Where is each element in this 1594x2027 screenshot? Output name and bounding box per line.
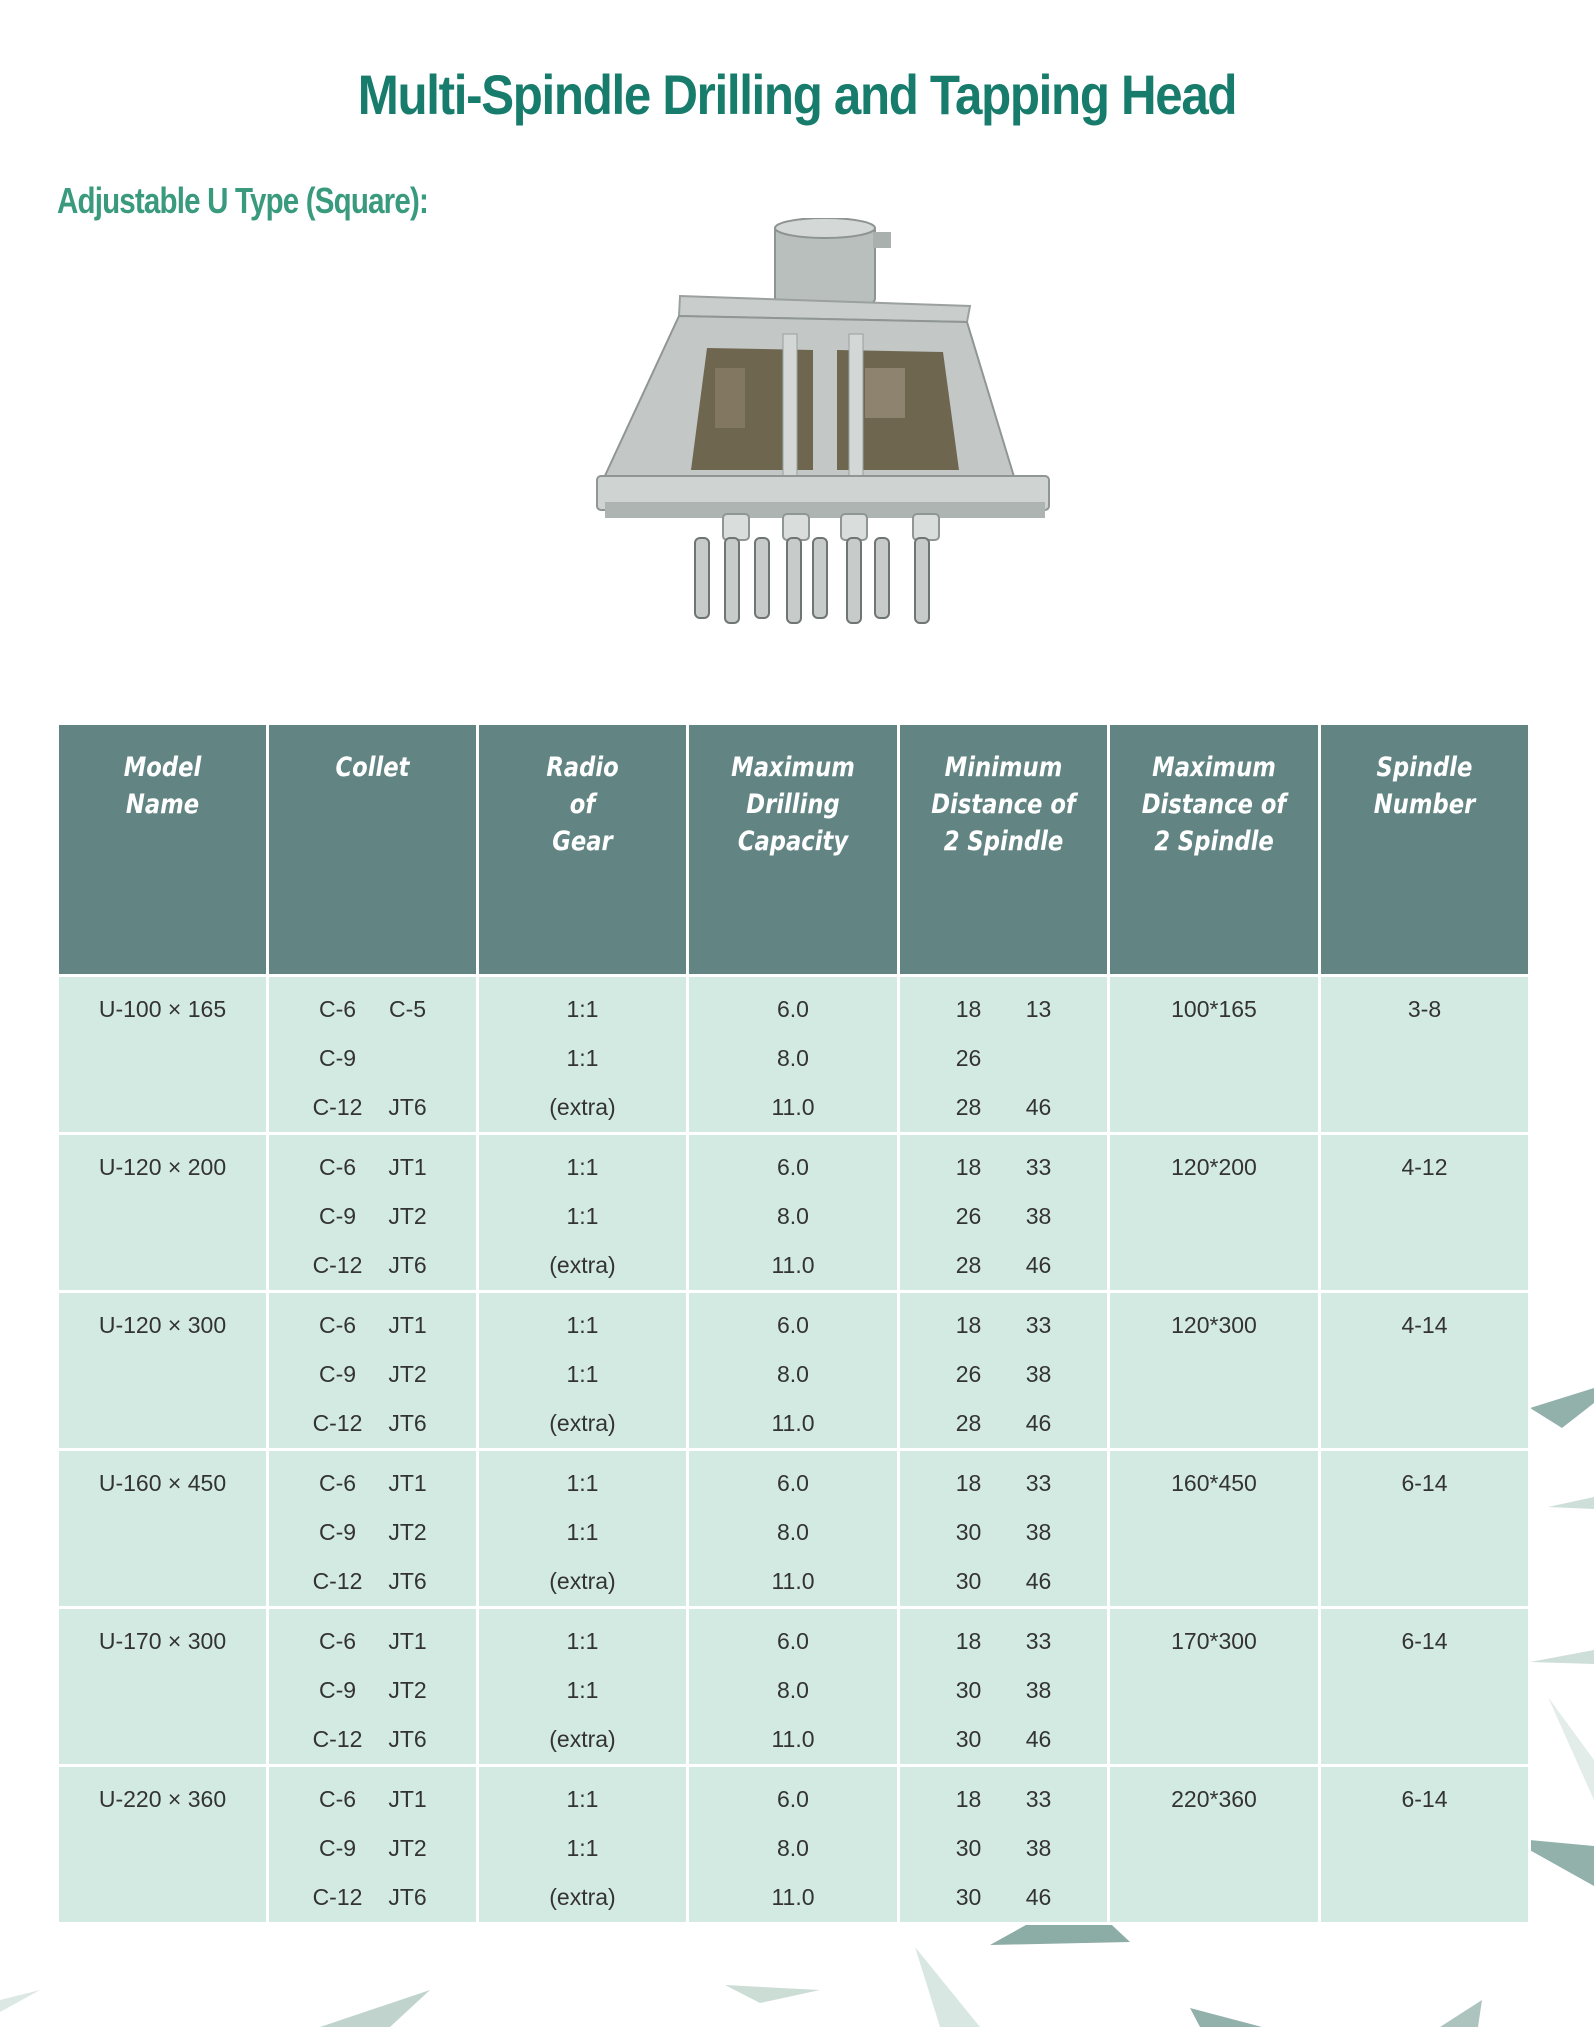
gear-value: (extra) xyxy=(549,1726,616,1752)
cell-capacity xyxy=(688,1608,899,1766)
header-line: Drilling xyxy=(746,789,840,820)
cell-min-distance xyxy=(899,1450,1109,1608)
capacity-value: 11.0 xyxy=(771,1094,815,1120)
cell-max-distance xyxy=(1109,976,1320,1134)
collet-line xyxy=(269,1715,476,1764)
capacity-value: 8.0 xyxy=(777,1519,809,1545)
cell-min-distance xyxy=(899,1292,1109,1450)
gear-value: 1:1 xyxy=(566,1628,599,1654)
min_distance-value: 38 xyxy=(1025,1835,1052,1861)
header-line: Distance of xyxy=(931,789,1076,820)
collet-value: JT6 xyxy=(388,1884,427,1910)
cell-collet xyxy=(268,1608,478,1766)
cell-capacity xyxy=(688,1766,899,1924)
header-line: of xyxy=(569,789,596,820)
header-line: 2 Spindle xyxy=(943,826,1064,857)
cell-collet xyxy=(268,976,478,1134)
cell-gear xyxy=(478,1134,688,1292)
cell-min-distance xyxy=(899,1134,1109,1292)
min_distance-line xyxy=(900,1241,1107,1290)
capacity-value: 11.0 xyxy=(771,1410,815,1436)
collet-value: C-12 xyxy=(312,1884,363,1910)
max-distance-value: 170*300 xyxy=(1171,1628,1257,1654)
max-distance-value: 120*200 xyxy=(1171,1154,1257,1180)
cell-collet xyxy=(268,1134,478,1292)
model-name: U-170 × 300 xyxy=(98,1628,227,1654)
collet-value: JT2 xyxy=(388,1677,427,1703)
header-line: Number xyxy=(1373,789,1476,820)
gear-value: 1:1 xyxy=(566,1045,599,1071)
min_distance-line xyxy=(900,1034,1107,1083)
table-row xyxy=(58,1766,1530,1924)
header-radio-of-gear xyxy=(478,724,688,976)
collet-line xyxy=(269,1143,476,1192)
table-row xyxy=(58,1134,1530,1292)
header-model-name xyxy=(58,724,268,976)
cell-model xyxy=(58,1766,268,1924)
collet-line xyxy=(269,1617,476,1666)
cell-max-distance xyxy=(1109,1608,1320,1766)
min_distance-value: 28 xyxy=(955,1410,982,1436)
min_distance-value: 30 xyxy=(955,1835,982,1861)
cell-collet xyxy=(268,1450,478,1608)
collet-line xyxy=(269,1873,476,1922)
cell-capacity xyxy=(688,1450,899,1608)
cell-spindle-number xyxy=(1320,976,1530,1134)
collet-value: C-12 xyxy=(312,1726,363,1752)
capacity-value: 8.0 xyxy=(777,1835,809,1861)
capacity-value: 6.0 xyxy=(777,1786,809,1812)
cell-model xyxy=(58,1134,268,1292)
cell-collet xyxy=(268,1292,478,1450)
cell-model xyxy=(58,976,268,1134)
capacity-value: 11.0 xyxy=(771,1252,815,1278)
min_distance-value: 30 xyxy=(955,1568,982,1594)
min_distance-value: 46 xyxy=(1025,1252,1052,1278)
min_distance-line xyxy=(900,1666,1107,1715)
cell-max-distance xyxy=(1109,1134,1320,1292)
gear-value: (extra) xyxy=(549,1568,616,1594)
gear-value: 1:1 xyxy=(566,1677,599,1703)
collet-value: JT1 xyxy=(388,1470,427,1496)
min_distance-value: 18 xyxy=(955,1628,982,1654)
capacity-value: 8.0 xyxy=(777,1203,809,1229)
collet-value: C-6 xyxy=(318,1470,357,1496)
min_distance-line xyxy=(900,1508,1107,1557)
gear-value: 1:1 xyxy=(566,1203,599,1229)
collet-value: C-12 xyxy=(312,1252,363,1278)
collet-line xyxy=(269,1508,476,1557)
collet-value: JT6 xyxy=(388,1252,427,1278)
cell-gear xyxy=(478,1292,688,1450)
min_distance-line xyxy=(900,1399,1107,1448)
gear-value: 1:1 xyxy=(566,1835,599,1861)
capacity-value: 11.0 xyxy=(771,1726,815,1752)
capacity-value: 8.0 xyxy=(777,1045,809,1071)
collet-value: C-5 xyxy=(388,996,427,1022)
collet-line xyxy=(269,1666,476,1715)
min_distance-line xyxy=(900,1301,1107,1350)
min_distance-value: 26 xyxy=(955,1361,982,1387)
spindle-number-value: 3-8 xyxy=(1407,996,1442,1022)
min_distance-value: 33 xyxy=(1025,1628,1052,1654)
header-line: Collet xyxy=(335,752,410,783)
collet-line xyxy=(269,1557,476,1606)
collet-value: JT2 xyxy=(388,1519,427,1545)
cell-max-distance xyxy=(1109,1450,1320,1608)
cell-max-distance xyxy=(1109,1292,1320,1450)
cell-min-distance xyxy=(899,976,1109,1134)
collet-line xyxy=(269,1192,476,1241)
collet-value: C-12 xyxy=(312,1568,363,1594)
collet-value: C-6 xyxy=(318,996,357,1022)
collet-value: C-9 xyxy=(318,1519,357,1545)
header-line: 2 Spindle xyxy=(1154,826,1274,857)
cell-model xyxy=(58,1450,268,1608)
model-name: U-120 × 300 xyxy=(98,1312,227,1338)
header-line: Minimum xyxy=(944,752,1063,783)
collet-value: JT2 xyxy=(388,1361,427,1387)
cell-capacity xyxy=(688,1134,899,1292)
min_distance-value: 30 xyxy=(955,1726,982,1752)
cell-model xyxy=(58,1608,268,1766)
gear-value: 1:1 xyxy=(566,1154,599,1180)
min_distance-line xyxy=(900,1824,1107,1873)
header-line: Gear xyxy=(552,826,613,857)
spindle-number-value: 6-14 xyxy=(1401,1628,1448,1654)
collet-value: C-9 xyxy=(318,1835,357,1861)
min_distance-value: 26 xyxy=(955,1203,982,1229)
min_distance-value: 38 xyxy=(1025,1677,1052,1703)
collet-value: JT6 xyxy=(388,1568,427,1594)
gear-value: (extra) xyxy=(549,1252,616,1278)
max-distance-value: 160*450 xyxy=(1171,1470,1257,1496)
cell-capacity xyxy=(688,1292,899,1450)
min_distance-line xyxy=(900,985,1107,1034)
header-line: Maximum xyxy=(1152,752,1276,783)
cell-gear xyxy=(478,976,688,1134)
header-spindle-number xyxy=(1320,724,1530,976)
collet-line xyxy=(269,1241,476,1290)
header-max-drilling-capacity xyxy=(688,724,899,976)
min_distance-value: 33 xyxy=(1025,1470,1052,1496)
gear-value: 1:1 xyxy=(566,1519,599,1545)
table-row xyxy=(58,1292,1530,1450)
max-distance-value: 220*360 xyxy=(1171,1786,1257,1812)
cell-capacity xyxy=(688,976,899,1134)
min_distance-line xyxy=(900,1083,1107,1132)
cell-spindle-number xyxy=(1320,1134,1530,1292)
model-name: U-120 × 200 xyxy=(98,1154,227,1180)
collet-value: C-9 xyxy=(318,1203,357,1229)
gear-value: 1:1 xyxy=(566,1470,599,1496)
min_distance-value: 33 xyxy=(1025,1154,1052,1180)
min_distance-line xyxy=(900,1617,1107,1666)
collet-line xyxy=(269,1034,476,1083)
min_distance-value: 18 xyxy=(955,996,982,1022)
min_distance-value: 38 xyxy=(1025,1203,1052,1229)
collet-line xyxy=(269,1399,476,1448)
header-line: Maximum xyxy=(731,752,855,783)
cell-max-distance xyxy=(1109,1766,1320,1924)
cell-model xyxy=(58,1292,268,1450)
min_distance-line xyxy=(900,1715,1107,1764)
min_distance-value: 18 xyxy=(955,1786,982,1812)
capacity-value: 11.0 xyxy=(771,1884,815,1910)
min_distance-value: 46 xyxy=(1025,1884,1052,1910)
cell-min-distance xyxy=(899,1766,1109,1924)
min_distance-value: 26 xyxy=(955,1045,982,1071)
collet-value: JT1 xyxy=(388,1628,427,1654)
cell-spindle-number xyxy=(1320,1292,1530,1450)
min_distance-value: 33 xyxy=(1025,1786,1052,1812)
cell-min-distance xyxy=(899,1608,1109,1766)
table-row xyxy=(58,1608,1530,1766)
collet-value: C-6 xyxy=(318,1628,357,1654)
capacity-value: 11.0 xyxy=(771,1568,815,1594)
cell-spindle-number xyxy=(1320,1450,1530,1608)
header-line: Capacity xyxy=(737,826,849,857)
model-name: U-160 × 450 xyxy=(98,1470,227,1496)
collet-value: C-12 xyxy=(312,1410,363,1436)
drilling-head-image xyxy=(595,218,1055,628)
gear-value: 1:1 xyxy=(566,1786,599,1812)
min_distance-value: 13 xyxy=(1025,996,1052,1022)
collet-line xyxy=(269,1301,476,1350)
header-line: Model xyxy=(123,752,202,783)
header-line: Radio xyxy=(546,752,619,783)
capacity-value: 6.0 xyxy=(777,1154,809,1180)
collet-value: C-6 xyxy=(318,1786,357,1812)
collet-value: JT1 xyxy=(388,1786,427,1812)
collet-line xyxy=(269,1350,476,1399)
min_distance-line xyxy=(900,1775,1107,1824)
min_distance-value: 46 xyxy=(1025,1410,1052,1436)
collet-line xyxy=(269,1824,476,1873)
collet-value: JT1 xyxy=(388,1154,427,1180)
capacity-value: 6.0 xyxy=(777,1628,809,1654)
cell-collet xyxy=(268,1766,478,1924)
min_distance-value: 28 xyxy=(955,1094,982,1120)
capacity-value: 8.0 xyxy=(777,1361,809,1387)
min_distance-value: 30 xyxy=(955,1884,982,1910)
collet-value: C-12 xyxy=(312,1094,363,1120)
min_distance-value: 38 xyxy=(1025,1361,1052,1387)
gear-value: (extra) xyxy=(549,1884,616,1910)
gear-value: (extra) xyxy=(549,1410,616,1436)
spindle-number-value: 6-14 xyxy=(1401,1786,1448,1812)
spec-table xyxy=(56,722,1531,1925)
header-line: Spindle xyxy=(1376,752,1473,783)
table-header-row xyxy=(58,724,1530,976)
min_distance-value: 30 xyxy=(955,1677,982,1703)
collet-value: JT6 xyxy=(388,1726,427,1752)
min_distance-value: 30 xyxy=(955,1519,982,1545)
header-max-distance xyxy=(1109,724,1320,976)
header-line: Distance of xyxy=(1141,789,1287,820)
min_distance-value: 46 xyxy=(1025,1094,1052,1120)
header-min-distance xyxy=(899,724,1109,976)
capacity-value: 6.0 xyxy=(777,1312,809,1338)
cell-gear xyxy=(478,1766,688,1924)
header-collet xyxy=(268,724,478,976)
collet-line xyxy=(269,1083,476,1132)
max-distance-value: 100*165 xyxy=(1171,996,1257,1022)
min_distance-value: 46 xyxy=(1025,1568,1052,1594)
collet-value: C-6 xyxy=(318,1312,357,1338)
cell-gear xyxy=(478,1608,688,1766)
collet-value: C-9 xyxy=(318,1045,357,1071)
section-subtitle: Adjustable U Type (Square): xyxy=(57,180,428,221)
cell-spindle-number xyxy=(1320,1608,1530,1766)
gear-value: 1:1 xyxy=(566,996,599,1022)
min_distance-value: 18 xyxy=(955,1470,982,1496)
page-title: Multi-Spindle Drilling and Tapping Head xyxy=(357,63,1237,126)
cell-spindle-number xyxy=(1320,1766,1530,1924)
collet-value: JT1 xyxy=(388,1312,427,1338)
cell-gear xyxy=(478,1450,688,1608)
model-name: U-220 × 360 xyxy=(98,1786,227,1812)
min_distance-value: 46 xyxy=(1025,1726,1052,1752)
capacity-value: 8.0 xyxy=(777,1677,809,1703)
collet-line xyxy=(269,1775,476,1824)
collet-line xyxy=(269,1459,476,1508)
min_distance-line xyxy=(900,1143,1107,1192)
header-line: Name xyxy=(125,789,200,820)
min_distance-value: 28 xyxy=(955,1252,982,1278)
capacity-value: 6.0 xyxy=(777,996,809,1022)
model-name: U-100 × 165 xyxy=(98,996,227,1022)
table-row xyxy=(58,976,1530,1134)
gear-value: 1:1 xyxy=(566,1312,599,1338)
collet-value: C-6 xyxy=(318,1154,357,1180)
max-distance-value: 120*300 xyxy=(1171,1312,1257,1338)
gear-value: (extra) xyxy=(549,1094,616,1120)
min_distance-value: 33 xyxy=(1025,1312,1052,1338)
table-row xyxy=(58,1450,1530,1608)
collet-value: JT6 xyxy=(388,1410,427,1436)
min_distance-line xyxy=(900,1557,1107,1606)
min_distance-line xyxy=(900,1459,1107,1508)
collet-value: JT2 xyxy=(388,1835,427,1861)
collet-value: C-9 xyxy=(318,1677,357,1703)
spindle-number-value: 6-14 xyxy=(1401,1470,1448,1496)
spindle-number-value: 4-14 xyxy=(1401,1312,1448,1338)
min_distance-value: 18 xyxy=(955,1154,982,1180)
min_distance-line xyxy=(900,1350,1107,1399)
min_distance-line xyxy=(900,1873,1107,1922)
min_distance-value: 38 xyxy=(1025,1519,1052,1545)
min_distance-value: 18 xyxy=(955,1312,982,1338)
collet-line xyxy=(269,985,476,1034)
min_distance-line xyxy=(900,1192,1107,1241)
spindle-number-value: 4-12 xyxy=(1401,1154,1448,1180)
collet-value: C-9 xyxy=(318,1361,357,1387)
gear-value: 1:1 xyxy=(566,1361,599,1387)
collet-value: JT6 xyxy=(388,1094,427,1120)
collet-value: JT2 xyxy=(388,1203,427,1229)
capacity-value: 6.0 xyxy=(777,1470,809,1496)
